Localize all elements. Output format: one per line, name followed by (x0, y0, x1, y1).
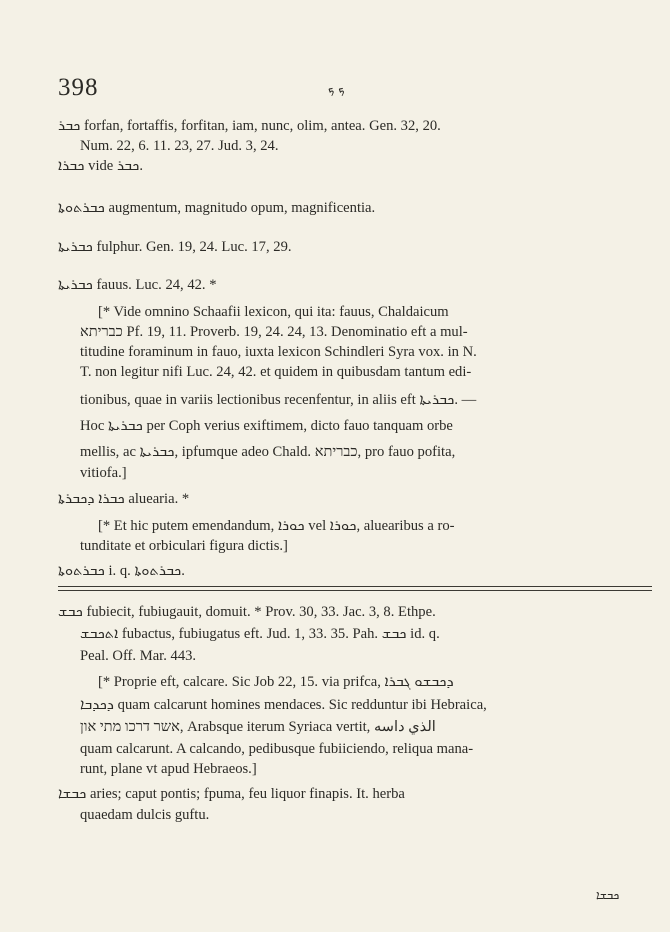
text-line: ܕܟܕܒܐ quam calcarunt homines mendaces. Sic redduntur ibi Hebraica, (80, 697, 487, 713)
text-line: vitiofa.] (80, 465, 127, 481)
text-line: ܟܒܫ fubiecit, fubiugauit, domuit. * Prov. 30, 33. Jac. 3, 8. Ethpe. (58, 604, 436, 620)
text-line: ܟܒܪܬܘܬܐ i. q. ܟܒܪܬܘܬܐ. (58, 563, 185, 579)
text-line: runt, plane vt apud Hebraeos.] (80, 761, 257, 777)
text-line: titudine foraminum in fauo, iuxta lexicon Schindleri Syra vox. in N. (80, 344, 477, 360)
running-head: ܟ ܟ (328, 82, 345, 96)
text-line: ܟܒܪ forfan, fortaffis, forfitan, iam, nunc, olim, antea. Gen. 32, 20. (58, 118, 441, 134)
text-line: ܟܒܪܝܬܐ fulphur. Gen. 19, 24. Luc. 17, 29. (58, 239, 292, 255)
text-line: Hoc ܟܒܪܝܬܐ per Coph verius exiftimem, dicto fauo tanquam orbe (80, 418, 453, 434)
section-rule (58, 590, 652, 591)
text-line: ܐܬܟܒܫ fubactus, fubiugatus eft. Jud. 1, 33. 35. Pah. ܟܒܫ id. q. (80, 626, 440, 642)
text-line: quam calcarunt. A calcando, pedibusque fubiiciendo, reliqua mana- (80, 741, 474, 757)
catchword: ܟܒܫܐ (596, 888, 620, 902)
text-line: ܟܒܫܐ aries; caput pontis; fpuma, feu liquor finapis. It. herba (58, 786, 405, 802)
page-number: 398 (58, 74, 99, 101)
text-line: mellis, ac ܟܒܪܝܬܐ, ipfumque adeo Chald. כבריתא, pro fauo pofita, (80, 444, 456, 460)
text-line: כבריתא Pf. 19, 11. Proverb. 19, 24. 24, 13. Denominatio eft a mul- (80, 324, 468, 340)
section-rule (58, 586, 652, 587)
text-line: [* Et hic putem emendandum, ܟܘܪܐ vel ܟܘܪܐ, aluearibus a ro- (98, 518, 455, 534)
text-line: ܟܒܪܐ ܕܟܒܪܬܐ aluearia. * (58, 491, 190, 507)
text-line: אשר דרכו מתי און, Arabsque iterum Syriaca vertit, الذي داسه (80, 719, 436, 735)
text-line: ܟܒܪܝܬܐ fauus. Luc. 24, 42. * (58, 277, 217, 293)
text-line: ܟܒܪܐ vide ܟܒܪ. (58, 158, 144, 174)
text-line: quaedam dulcis guftu. (80, 807, 210, 823)
text-line: ܟܒܪܬܘܬܐ augmentum, magnitudo opum, magnificentia. (58, 200, 376, 216)
text-line: Peal. Off. Mar. 443. (80, 648, 197, 664)
text-line: Num. 22, 6. 11. 23, 27. Jud. 3, 24. (80, 138, 279, 154)
text-line: tionibus, quae in variis lectionibus recenfentur, in aliis eft ܟܒܪܝܬܐ. — (80, 392, 477, 408)
text-line: T. non legitur nifi Luc. 24, 42. et quidem in quibusdam tantum edi- (80, 364, 472, 380)
text-line: [* Vide omnino Schaafii lexicon, qui ita: fauus, Chaldaicum (98, 304, 449, 320)
text-line: [* Proprie eft, calcare. Sic Job 22, 15. via prifca, ܕܟܒܫܘ ܓܒܪܐ (98, 674, 454, 690)
text-line: tunditate et orbiculari figura dictis.] (80, 538, 288, 554)
